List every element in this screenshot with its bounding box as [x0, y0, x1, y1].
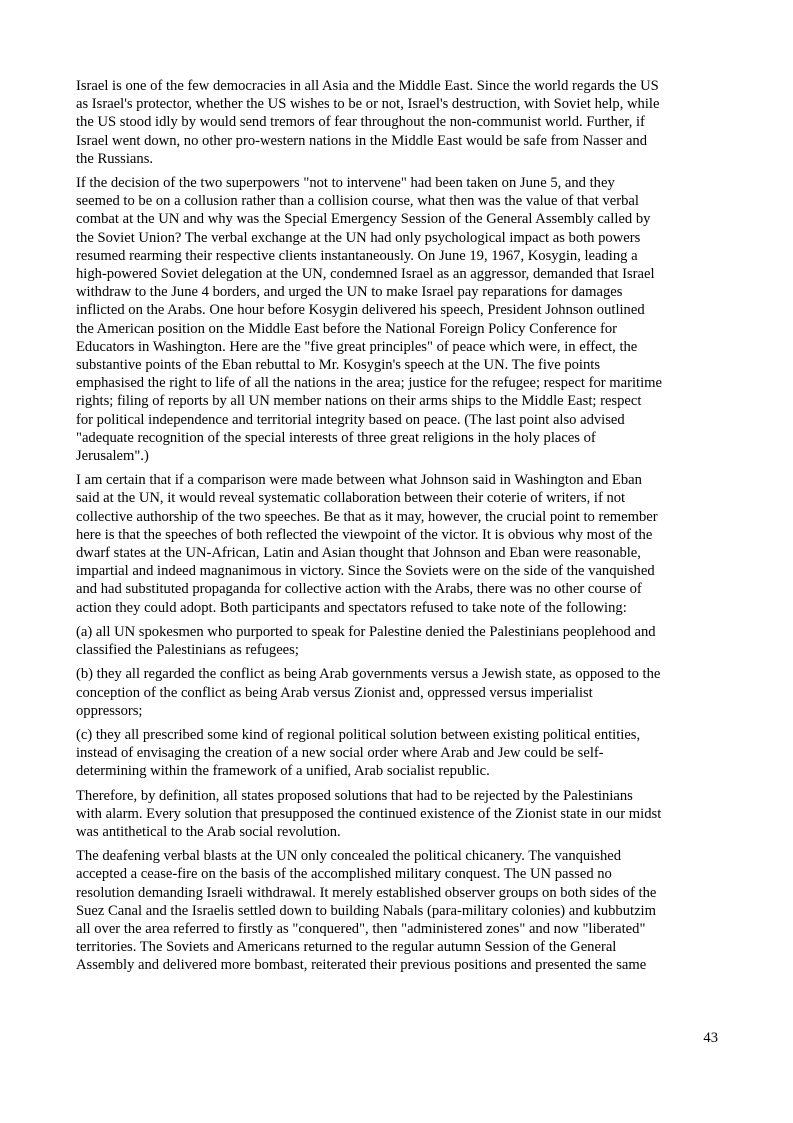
paragraph-therefore: Therefore, by definition, all states proposed solutions that had to be rejected by the Palestinians with alarm. Every solution that presupposed the continued existence of the Zionist state in our midst was antithetical to the Arab social revolution. [76, 787, 662, 840]
list-item-a: (a) all UN spokesmen who purported to speak for Palestine denied the Palestinians peoplehood and classified the Palestinians as refugees; [76, 623, 656, 659]
list-item-b: (b) they all regarded the conflict as being Arab governments versus a Jewish state, as opposed to the conception of the conflict as being Arab versus Zionist and, oppressed versus imperialist oppressors; [76, 666, 661, 719]
body-text [76, 77, 720, 981]
paragraph-superpowers-decision: If the decision of the two superpowers "not to intervene" had been taken on June 5, and they seemed to be on a collusion rather than a collision course, what then was the value of that verbal combat at the UN and why was the Special Emergency Session of the General Assembly called by the Soviet Union? The verbal exchange at the UN had only psychological impact as both powers resumed rearming their respective clients instantaneously. On June 19, 1967, Kosygin, leading a high-powered Soviet delegation at the UN, condemned Israel as an aggressor, demanded that Israel withdraw to the June 4 borders, and urged the UN to make Israel pay reparations for damages inflicted on the Arabs. One hour before Kosygin delivered his speech, President Johnson outlined the American position on the Middle East before the National Foreign Policy Conference for Educators in Washington. Here are the "five great principles" of peace which were, in effect, the substantive points of the Eban rebuttal to Mr. Kosygin's speech at the UN. The five points emphasised the right to life of all the nations in the area; justice for the refugee; respect for maritime rights; filing of reports by all UN member nations on their arms ships to the Middle East; respect for political independence and territorial integrity based on peace. (The last point also advised "adequate recognition of the special interests of three great religions in the holy places of Jerusalem".) [76, 175, 662, 465]
paragraph-verbal-blasts: The deafening verbal blasts at the UN only concealed the political chicanery. The vanquished accepted a cease-fire on the basis of the accomplished military conquest. The UN passed no resolution demanding Israeli withdrawal. It merely established observer groups on both sides of the Suez Canal and the Israelis settled down to building Nabals (para-military colonies) and kubbutzim all over the area referred to firstly as "conquered", then "administered zones" and now "liberated" territories. The Soviets and Americans returned to the regular autumn Session of the General Assembly and delivered more bombast, reiterated their previous positions and presented the same [76, 848, 657, 974]
list-item-c: (c) they all prescribed some kind of regional political solution between existing political entities, instead of envisaging the creation of a new social order where Arab and Jew could be self- determining within the framework of a unified, Arab socialist republic. [76, 726, 641, 780]
paragraph-johnson-eban-comparison: I am certain that if a comparison were made between what Johnson said in Washington and Eban said at the UN, it would reveal systematic collaboration between their coterie of writers, if not collective authorship of the two speeches. Be that as it may, however, the crucial point to remember here is that the speeches of both reflected the viewpoint of the victor. It is obvious why most of the dwarf states at the UN-African, Latin and Asian thought that Johnson and Eban were reasonable, impartial and indeed magnanimous in victory. Since the Soviets were on the side of the vanquished and had substituted propaganda for collective action with the Arabs, there was no other course of action they could adopt. Both participants and spectators refused to take note of the following: [76, 472, 658, 616]
page-number: 43 [703, 1030, 718, 1046]
paragraph-israel-democracy: Israel is one of the few democracies in all Asia and the Middle East. Since the world regards the US as Israel's protector, whether the US wishes to be or not, Israel's destruction, with Soviet help, while the US stood idly by would send tremors of fear throughout the non-communist world. Further, if Israel went down, no other pro-western nations in the Middle East would be safe from Nasser and the Russians. [76, 78, 660, 167]
